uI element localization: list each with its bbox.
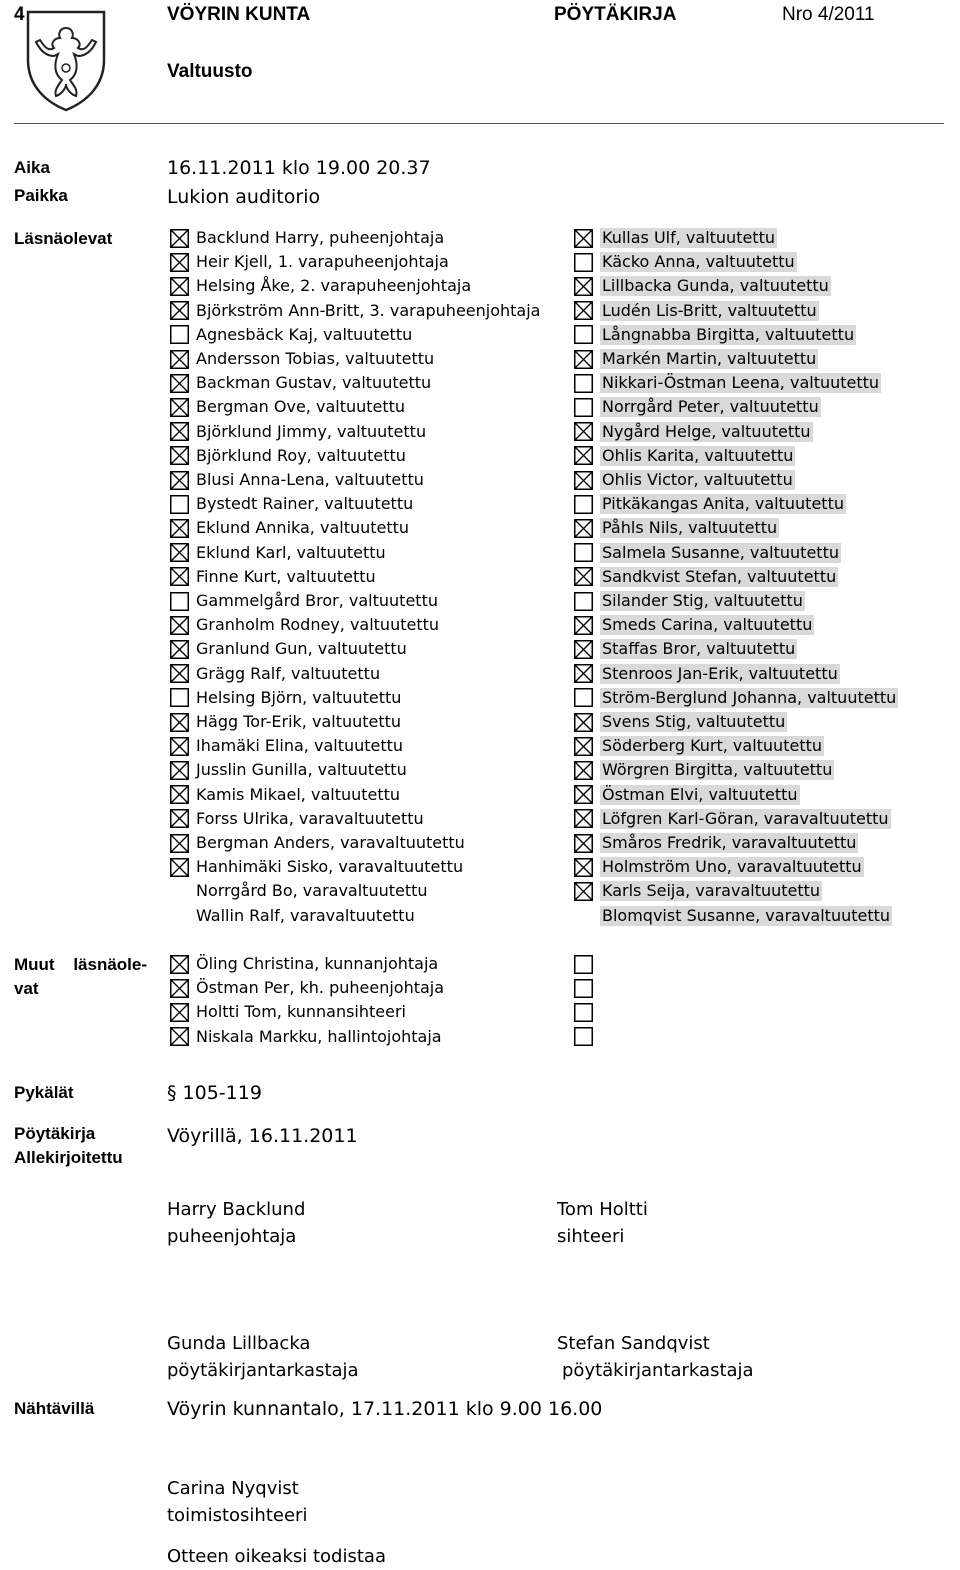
attendee-row <box>574 880 822 902</box>
attendee-row <box>574 663 840 685</box>
attendee-row <box>170 687 401 709</box>
attendee-row <box>170 1001 406 1023</box>
checked-checkbox-icon[interactable] <box>170 422 189 441</box>
attendee-name: Wörgren Birgitta, valtuutettu <box>602 760 833 780</box>
attendee-row <box>170 324 412 346</box>
attendee-name: Lillbacka Gunda, valtuutettu <box>602 276 829 296</box>
checked-checkbox-icon[interactable] <box>170 350 189 369</box>
empty-checkbox-icon[interactable] <box>574 495 593 514</box>
attendee-row <box>170 445 406 467</box>
attendee-row <box>170 880 428 902</box>
checker1-role: pöytäkirjantarkastaja <box>167 1360 359 1381</box>
attendee-row <box>170 1026 442 1048</box>
attendee-name: Nygård Helge, valtuutettu <box>602 421 811 441</box>
attendee-row <box>170 421 426 443</box>
checked-checkbox-icon[interactable] <box>170 253 189 272</box>
attendee-name: Hägg Tor-Erik, valtuutettu <box>196 712 402 731</box>
attendee-name: Eklund Annika, valtuutettu <box>196 518 410 538</box>
certifier-name: Carina Nyqvist <box>167 1478 299 1499</box>
attendee-row <box>170 566 376 588</box>
attendee-row <box>574 711 787 733</box>
checked-checkbox-icon[interactable] <box>170 785 189 804</box>
display-value: Vöyrin kunnantalo, 17.11.2011 klo 9.00 16.00 <box>167 1398 603 1420</box>
attendee-name: Salmela Susanne, valtuutettu <box>602 542 839 562</box>
attendee-row <box>574 638 797 660</box>
attendee-row <box>574 759 834 781</box>
empty-checkbox-icon[interactable] <box>574 979 593 998</box>
attendee-name: Bergman Ove, valtuutettu <box>196 397 406 417</box>
attendee-name: Agnesbäck Kaj, valtuutettu <box>196 324 413 344</box>
attendee-name: Björklund Roy, valtuutettu <box>196 445 406 465</box>
organization-name: VÖYRIN KUNTA <box>167 4 311 25</box>
minutes-label-line1: Pöytäkirja <box>14 1124 96 1143</box>
others-label-line1: Muut läsnäole- <box>14 955 148 974</box>
checked-checkbox-icon[interactable] <box>574 640 593 659</box>
checked-checkbox-icon[interactable] <box>574 858 593 877</box>
attendee-name: Löfgren Karl-Göran, varavaltuutettu <box>602 808 889 828</box>
attendee-name: Blusi Anna-Lena, valtuutettu <box>196 470 424 489</box>
attendee-row <box>170 590 438 612</box>
attendee-row <box>574 735 824 757</box>
attendee-row <box>170 856 463 878</box>
attendee-name: Bergman Anders, varavaltuutettu <box>196 833 465 852</box>
empty-checkbox-icon[interactable] <box>170 592 189 611</box>
checked-checkbox-icon[interactable] <box>170 301 189 320</box>
checked-checkbox-icon[interactable] <box>574 277 593 296</box>
attendee-row <box>170 735 403 757</box>
attendee-row <box>170 227 444 249</box>
attendee-name: Bystedt Rainer, valtuutettu <box>196 494 414 514</box>
attendee-row <box>170 517 409 539</box>
attendee-name: Nikkari-Östman Leena, valtuutettu <box>602 373 880 393</box>
document-number: Nro 4/2011 <box>782 4 875 25</box>
attendee-row <box>170 663 380 685</box>
checked-checkbox-icon[interactable] <box>574 809 593 828</box>
attendee-name: Granholm Rodney, valtuutettu <box>196 615 440 635</box>
empty-checkbox-icon[interactable] <box>574 543 593 562</box>
attendee-row <box>574 348 818 370</box>
empty-checkbox-icon[interactable] <box>574 374 593 393</box>
attendee-row <box>170 977 444 999</box>
attendee-name: Gammelgård Bror, valtuutettu <box>196 591 438 610</box>
checked-checkbox-icon[interactable] <box>170 567 189 586</box>
attendee-name: Jusslin Gunilla, valtuutettu <box>196 760 407 780</box>
attendee-name: Sandkvist Stefan, valtuutettu <box>602 566 837 586</box>
attendee-name: Andersson Tobias, valtuutettu <box>196 349 435 368</box>
checked-checkbox-icon[interactable] <box>574 229 593 248</box>
attendee-name: Pitkäkangas Anita, valtuutettu <box>602 494 844 514</box>
attendee-name: Grägg Ralf, valtuutettu <box>196 663 381 683</box>
attendee-row <box>574 469 795 491</box>
checked-checkbox-icon[interactable] <box>170 1027 189 1046</box>
attendee-name: Backman Gustav, valtuutettu <box>196 373 432 393</box>
checked-checkbox-icon[interactable] <box>170 955 189 974</box>
attendee-name: Norrgård Bo, varavaltuutettu <box>196 881 428 901</box>
checked-checkbox-icon[interactable] <box>574 519 593 538</box>
signer2-name: Tom Holtti <box>557 1199 648 1220</box>
checked-checkbox-icon[interactable] <box>574 834 593 853</box>
attendee-row <box>574 1001 593 1023</box>
attendee-name: Långnabba Birgitta, valtuutettu <box>602 324 855 344</box>
others-label-line2: vat <box>14 979 39 998</box>
attendee-row <box>574 832 858 854</box>
attendee-name: Björklund Jimmy, valtuutettu <box>196 421 427 441</box>
sections-label: Pykälät <box>14 1083 74 1102</box>
attendee-name: Björkström Ann-Britt, 3. varapuheenjohtaja <box>196 300 541 320</box>
attendee-name: Holtti Tom, kunnansihteeri <box>196 1002 406 1022</box>
attendee-name: Smeds Carina, valtuutettu <box>602 615 813 635</box>
checked-checkbox-icon[interactable] <box>574 785 593 804</box>
certifier-role: toimistosihteeri <box>167 1505 308 1526</box>
checked-checkbox-icon[interactable] <box>170 834 189 853</box>
checked-checkbox-icon[interactable] <box>574 616 593 635</box>
certification-statement: Otteen oikeaksi todistaa <box>167 1546 386 1567</box>
attendee-name: Granlund Gun, valtuutettu <box>196 639 407 659</box>
attendee-row <box>574 808 891 830</box>
attendee-row <box>574 977 593 999</box>
empty-checkbox-icon[interactable] <box>574 1027 593 1046</box>
attendee-name: Käcko Anna, valtuutettu <box>602 252 795 272</box>
checked-checkbox-icon[interactable] <box>170 616 189 635</box>
attendee-name: Öling Christina, kunnanjohtaja <box>196 954 439 973</box>
checked-checkbox-icon[interactable] <box>574 664 593 683</box>
display-label: Nähtävillä <box>14 1399 95 1418</box>
attendee-row <box>170 396 405 418</box>
attendee-row <box>170 251 449 273</box>
attendee-name: Hanhimäki Sisko, varavaltuutettu <box>196 857 464 877</box>
checked-checkbox-icon[interactable] <box>574 301 593 320</box>
attendee-name: Backlund Harry, puheenjohtaja <box>196 228 445 247</box>
attendee-row <box>574 856 864 878</box>
attendee-row <box>170 711 401 733</box>
checked-checkbox-icon[interactable] <box>574 882 593 901</box>
attendee-row <box>574 372 881 394</box>
checked-checkbox-icon[interactable] <box>170 277 189 296</box>
attendee-name: Helsing Åke, 2. varapuheenjohtaja <box>196 276 472 296</box>
checker2-name: Stefan Sandqvist <box>557 1333 710 1354</box>
signer1-role: puheenjohtaja <box>167 1226 297 1247</box>
place-label: Paikka <box>14 186 68 205</box>
checked-checkbox-icon[interactable] <box>170 446 189 465</box>
attendee-name: Ström-Berglund Johanna, valtuutettu <box>602 687 897 707</box>
time-label: Aika <box>14 158 50 177</box>
place-value: Lukion auditorio <box>167 186 321 208</box>
checked-checkbox-icon[interactable] <box>574 567 593 586</box>
time-value: 16.11.2011 klo 19.00 20.37 <box>167 157 431 179</box>
attendee-row <box>170 348 434 370</box>
present-label: Läsnäolevat <box>14 229 113 248</box>
attendee-name: Norrgård Peter, valtuutettu <box>602 397 819 417</box>
attendee-row <box>170 372 431 394</box>
checked-checkbox-icon[interactable] <box>170 519 189 538</box>
attendee-row <box>574 542 841 564</box>
attendee-row <box>170 784 400 806</box>
attendee-name: Blomqvist Susanne, varavaltuutettu <box>602 905 891 925</box>
attendee-row <box>170 953 438 975</box>
attendee-name: Söderberg Kurt, valtuutettu <box>602 736 822 756</box>
checked-checkbox-icon[interactable] <box>574 471 593 490</box>
attendee-name: Ludén Lis-Britt, valtuutettu <box>602 300 817 320</box>
attendee-name: Eklund Karl, valtuutettu <box>196 542 386 562</box>
meeting-body: Valtuusto <box>167 61 253 82</box>
attendee-row <box>574 590 805 612</box>
attendee-name: Kamis Mikael, valtuutettu <box>196 784 401 804</box>
attendee-row <box>574 493 846 515</box>
minutes-place-date: Vöyrillä, 16.11.2011 <box>167 1125 358 1147</box>
minutes-label-line2: Allekirjoitettu <box>14 1148 123 1167</box>
attendee-row <box>170 808 424 830</box>
attendee-name: Niskala Markku, hallintojohtaja <box>196 1026 442 1046</box>
empty-checkbox-icon[interactable] <box>170 688 189 707</box>
checked-checkbox-icon[interactable] <box>170 640 189 659</box>
page-number: 4 <box>14 4 25 25</box>
empty-checkbox-icon[interactable] <box>170 325 189 344</box>
checked-checkbox-icon[interactable] <box>170 858 189 877</box>
attendee-name: Karls Seija, varavaltuutettu <box>602 881 821 901</box>
attendee-row <box>574 421 813 443</box>
attendee-row <box>170 832 465 854</box>
attendee-name: Finne Kurt, valtuutettu <box>196 566 376 586</box>
attendee-name: Östman Elvi, valtuutettu <box>602 784 798 804</box>
attendee-row <box>574 784 800 806</box>
attendee-row <box>170 905 415 927</box>
attendee-name: Silander Stig, valtuutettu <box>602 591 803 610</box>
attendee-name: Ohlis Victor, valtuutettu <box>602 470 793 489</box>
empty-checkbox-icon[interactable] <box>574 592 593 611</box>
checked-checkbox-icon[interactable] <box>170 737 189 756</box>
attendee-row <box>574 396 821 418</box>
checked-checkbox-icon[interactable] <box>170 713 189 732</box>
empty-checkbox-icon[interactable] <box>574 1003 593 1022</box>
attendee-row <box>574 687 898 709</box>
attendee-name: Ihamäki Elina, valtuutettu <box>196 736 404 756</box>
checked-checkbox-icon[interactable] <box>170 229 189 248</box>
attendee-row <box>574 275 831 297</box>
attendee-row <box>574 517 779 539</box>
attendee-row <box>574 614 814 636</box>
checked-checkbox-icon[interactable] <box>170 374 189 393</box>
empty-checkbox-icon[interactable] <box>170 495 189 514</box>
attendee-name: Svens Stig, valtuutettu <box>602 712 786 731</box>
checked-checkbox-icon[interactable] <box>574 713 593 732</box>
attendee-name: Östman Per, kh. puheenjohtaja <box>196 978 445 998</box>
attendee-row <box>574 227 777 249</box>
attendee-row <box>574 1026 593 1048</box>
checked-checkbox-icon[interactable] <box>170 809 189 828</box>
checked-checkbox-icon[interactable] <box>170 1003 189 1022</box>
checker1-name: Gunda Lillbacka <box>167 1333 311 1354</box>
attendee-name: Forss Ulrika, varavaltuutettu <box>196 808 424 828</box>
checked-checkbox-icon[interactable] <box>170 664 189 683</box>
checked-checkbox-icon[interactable] <box>170 543 189 562</box>
attendee-name: Markén Martin, valtuutettu <box>602 349 817 368</box>
empty-checkbox-icon[interactable] <box>574 325 593 344</box>
municipal-coat-of-arms-logo <box>24 8 108 112</box>
checked-checkbox-icon[interactable] <box>170 398 189 417</box>
attendee-name: Småros Fredrik, varavaltuutettu <box>602 833 857 852</box>
empty-checkbox-icon[interactable] <box>574 398 593 417</box>
checked-checkbox-icon[interactable] <box>574 446 593 465</box>
header-divider <box>14 123 944 124</box>
attendee-name: Kullas Ulf, valtuutettu <box>602 228 775 247</box>
attendee-name: Stenroos Jan-Erik, valtuutettu <box>602 663 838 683</box>
attendee-row <box>574 300 819 322</box>
signer1-name: Harry Backlund <box>167 1199 306 1220</box>
checker2-role: pöytäkirjantarkastaja <box>562 1360 754 1381</box>
empty-checkbox-icon[interactable] <box>574 688 593 707</box>
empty-checkbox-icon[interactable] <box>574 955 593 974</box>
attendee-row <box>574 324 856 346</box>
checked-checkbox-icon[interactable] <box>574 761 593 780</box>
attendee-row <box>170 469 424 491</box>
sections-value: § 105-119 <box>167 1082 262 1104</box>
document-type: PÖYTÄKIRJA <box>554 4 677 25</box>
checked-checkbox-icon[interactable] <box>574 422 593 441</box>
attendee-row <box>170 493 413 515</box>
attendee-row <box>574 251 797 273</box>
checked-checkbox-icon[interactable] <box>170 979 189 998</box>
attendee-row <box>574 566 838 588</box>
checked-checkbox-icon[interactable] <box>574 350 593 369</box>
attendee-name: Ohlis Karita, valtuutettu <box>602 445 794 465</box>
attendee-row <box>170 638 407 660</box>
attendee-name: Staffas Bror, valtuutettu <box>602 639 796 659</box>
attendee-name: Holmström Uno, varavaltuutettu <box>602 857 862 877</box>
attendee-row <box>170 542 386 564</box>
attendee-row <box>574 905 892 927</box>
attendee-row <box>170 275 471 297</box>
checked-checkbox-icon[interactable] <box>170 471 189 490</box>
empty-checkbox-icon[interactable] <box>574 253 593 272</box>
attendee-name: Helsing Björn, valtuutettu <box>196 687 402 707</box>
attendee-name: Heir Kjell, 1. varapuheenjohtaja <box>196 252 449 272</box>
signer2-role: sihteeri <box>557 1226 625 1247</box>
attendee-row <box>574 953 593 975</box>
attendee-name: Påhls Nils, valtuutettu <box>602 518 778 538</box>
checked-checkbox-icon[interactable] <box>170 761 189 780</box>
checked-checkbox-icon[interactable] <box>574 737 593 756</box>
attendee-row <box>574 445 795 467</box>
attendee-row <box>170 614 439 636</box>
attendee-name: Wallin Ralf, varavaltuutettu <box>196 905 415 925</box>
attendee-row <box>170 300 540 322</box>
attendee-row <box>170 759 407 781</box>
